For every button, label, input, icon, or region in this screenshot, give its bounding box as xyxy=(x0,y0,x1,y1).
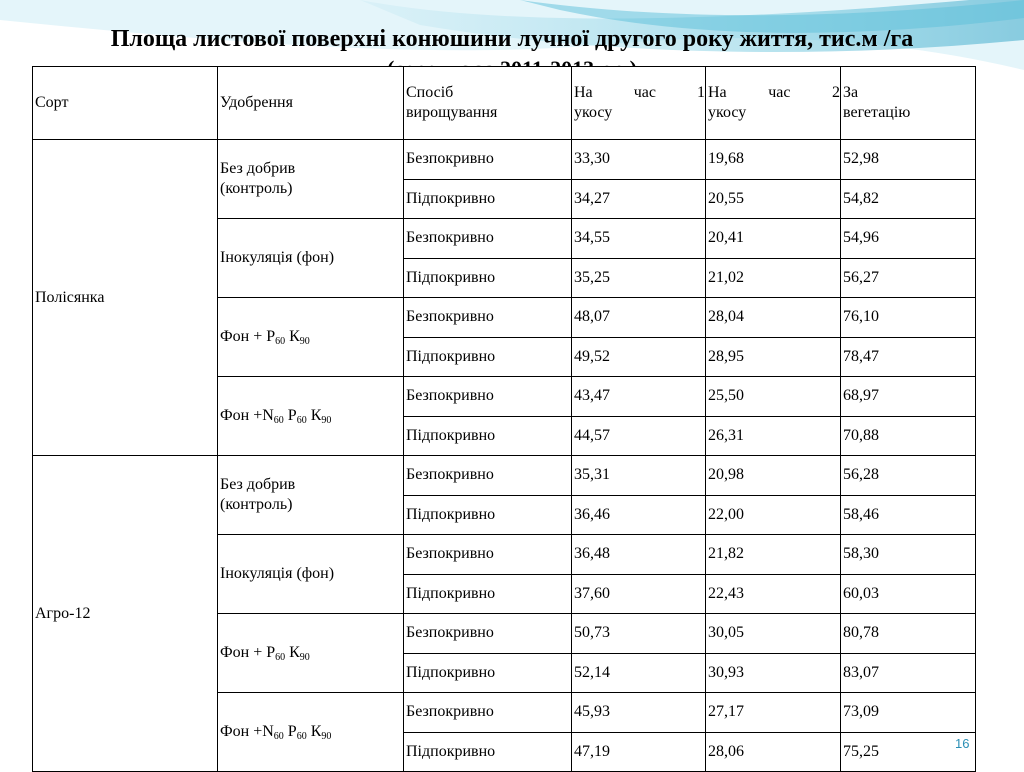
method-cell: Безпокривно xyxy=(404,614,572,654)
method-cell: Підпокривно xyxy=(404,337,572,377)
cut1-value-cell: 52,14 xyxy=(572,653,706,693)
cut1-value-cell: 37,60 xyxy=(572,574,706,614)
fertilizer-formula-part: Фон + Р xyxy=(220,328,276,345)
fertilizer-formula-part: 90 xyxy=(321,415,332,426)
cut1-value-cell: 45,93 xyxy=(572,693,706,733)
table-row xyxy=(33,456,976,496)
fertilizer-cell xyxy=(218,535,404,614)
cut2-value-cell: 21,82 xyxy=(706,535,841,575)
cut2-value-cell: 26,31 xyxy=(706,416,841,456)
cut2-value-cell: 30,93 xyxy=(706,653,841,693)
fertilizer-formula-part: К xyxy=(285,328,300,345)
page-number: 16 xyxy=(955,736,970,751)
vegetation-value-cell: 58,46 xyxy=(841,495,976,535)
header-cut2-line2: укосу xyxy=(708,104,747,121)
header-method-line1: Спосіб xyxy=(406,84,454,101)
fertilizer-formula-part: К xyxy=(306,723,322,740)
fertilizer-formula-part: Р xyxy=(283,723,297,740)
fertilizer-line2: (контроль) xyxy=(220,180,293,197)
cut2-value-cell: 28,04 xyxy=(706,298,841,338)
fertilizer-formula-part: Р xyxy=(283,407,297,424)
fertilizer-cell xyxy=(218,140,404,219)
cut1-value-cell: 50,73 xyxy=(572,614,706,654)
cut1-value-cell: 35,31 xyxy=(572,456,706,496)
header-veg-line2: вегетацію xyxy=(843,104,911,121)
header-cut1 xyxy=(572,67,706,140)
cut2-value-cell: 22,00 xyxy=(706,495,841,535)
variety-cell: Агро-12 xyxy=(33,456,218,772)
header-sort: Сорт xyxy=(33,67,218,140)
vegetation-value-cell: 52,98 xyxy=(841,140,976,180)
fertilizer-cell xyxy=(218,377,404,456)
method-cell: Безпокривно xyxy=(404,456,572,496)
vegetation-value-cell: 73,09 xyxy=(841,693,976,733)
vegetation-value-cell: 68,97 xyxy=(841,377,976,417)
header-vegetation xyxy=(841,67,976,140)
cut2-value-cell: 20,98 xyxy=(706,456,841,496)
header-fertilizer: Удобрення xyxy=(218,67,404,140)
method-cell: Підпокривно xyxy=(404,732,572,772)
leaf-area-table xyxy=(32,66,976,772)
fertilizer-cell xyxy=(218,693,404,772)
vegetation-value-cell: 76,10 xyxy=(841,298,976,338)
cut1-value-cell: 36,46 xyxy=(572,495,706,535)
cut2-value-cell: 20,41 xyxy=(706,219,841,259)
cut1-value-cell: 49,52 xyxy=(572,337,706,377)
vegetation-value-cell: 54,82 xyxy=(841,179,976,219)
vegetation-value-cell: 75,25 xyxy=(841,732,976,772)
fertilizer-formula-part: 90 xyxy=(321,731,332,742)
method-cell: Безпокривно xyxy=(404,693,572,733)
cut2-value-cell: 21,02 xyxy=(706,258,841,298)
cut2-value-cell: 20,55 xyxy=(706,179,841,219)
fertilizer-label: Інокуляція (фон) xyxy=(220,249,335,266)
fertilizer-formula-part: 60 xyxy=(275,336,286,347)
variety-cell: Полісянка xyxy=(33,140,218,456)
header-cut2-word1: На xyxy=(708,84,727,101)
header-cut1-line2: укосу xyxy=(574,104,613,121)
method-cell: Підпокривно xyxy=(404,179,572,219)
vegetation-value-cell: 56,28 xyxy=(841,456,976,496)
fertilizer-cell xyxy=(218,298,404,377)
method-cell: Безпокривно xyxy=(404,377,572,417)
table-header-row xyxy=(33,67,976,140)
cut1-value-cell: 33,30 xyxy=(572,140,706,180)
cut1-value-cell: 48,07 xyxy=(572,298,706,338)
vegetation-value-cell: 60,03 xyxy=(841,574,976,614)
header-cut1-word1: На xyxy=(574,84,593,101)
fertilizer-formula-part: Фон +N xyxy=(220,723,274,740)
vegetation-value-cell: 78,47 xyxy=(841,337,976,377)
fertilizer-cell xyxy=(218,614,404,693)
method-cell: Підпокривно xyxy=(404,495,572,535)
vegetation-value-cell: 80,78 xyxy=(841,614,976,654)
fertilizer-formula-part: 60 xyxy=(273,415,284,426)
method-cell: Підпокривно xyxy=(404,653,572,693)
method-cell: Підпокривно xyxy=(404,258,572,298)
method-cell: Підпокривно xyxy=(404,416,572,456)
fertilizer-formula-part: К xyxy=(285,644,300,661)
fertilizer-cell xyxy=(218,219,404,298)
fertilizer-cell xyxy=(218,456,404,535)
header-cut1-word2: час xyxy=(633,84,656,101)
vegetation-value-cell: 83,07 xyxy=(841,653,976,693)
fertilizer-formula-part: 90 xyxy=(299,652,310,663)
header-veg-line1: За xyxy=(843,84,859,101)
fertilizer-formula-part: Фон +N xyxy=(220,407,274,424)
method-cell: Безпокривно xyxy=(404,140,572,180)
method-cell: Безпокривно xyxy=(404,535,572,575)
fertilizer-formula-part: К xyxy=(306,407,322,424)
vegetation-value-cell: 70,88 xyxy=(841,416,976,456)
header-cut2-word3: 2 xyxy=(832,84,840,101)
cut1-value-cell: 34,55 xyxy=(572,219,706,259)
header-method xyxy=(404,67,572,140)
fertilizer-line1: Без добрив xyxy=(220,476,296,493)
cut2-value-cell: 19,68 xyxy=(706,140,841,180)
cut2-value-cell: 27,17 xyxy=(706,693,841,733)
fertilizer-formula-part: 60 xyxy=(275,652,286,663)
cut2-value-cell: 30,05 xyxy=(706,614,841,654)
header-method-line2: вирощування xyxy=(406,104,498,121)
cut1-value-cell: 35,25 xyxy=(572,258,706,298)
cut1-value-cell: 44,57 xyxy=(572,416,706,456)
table-row xyxy=(33,140,976,180)
slide-title: Площа листової поверхні конюшини лучної другого року життя, тис.м /га xyxy=(110,26,914,52)
cut2-value-cell: 25,50 xyxy=(706,377,841,417)
header-cut2-word2: час xyxy=(768,84,791,101)
vegetation-value-cell: 56,27 xyxy=(841,258,976,298)
fertilizer-formula-part: Фон + Р xyxy=(220,644,276,661)
cut1-value-cell: 43,47 xyxy=(572,377,706,417)
fertilizer-formula-part: 60 xyxy=(296,731,307,742)
vegetation-value-cell: 58,30 xyxy=(841,535,976,575)
header-cut2 xyxy=(706,67,841,140)
cut1-value-cell: 36,48 xyxy=(572,535,706,575)
cut2-value-cell: 28,06 xyxy=(706,732,841,772)
fertilizer-line2: (контроль) xyxy=(220,496,293,513)
method-cell: Безпокривно xyxy=(404,298,572,338)
vegetation-value-cell: 54,96 xyxy=(841,219,976,259)
cut2-value-cell: 22,43 xyxy=(706,574,841,614)
method-cell: Безпокривно xyxy=(404,219,572,259)
cut1-value-cell: 47,19 xyxy=(572,732,706,772)
cut1-value-cell: 34,27 xyxy=(572,179,706,219)
fertilizer-line1: Без добрив xyxy=(220,160,296,177)
fertilizer-formula-part: 60 xyxy=(296,415,307,426)
fertilizer-formula-part: 90 xyxy=(299,336,310,347)
fertilizer-formula-part: 60 xyxy=(273,731,284,742)
cut2-value-cell: 28,95 xyxy=(706,337,841,377)
header-cut1-word3: 1 xyxy=(697,84,705,101)
fertilizer-label: Інокуляція (фон) xyxy=(220,565,335,582)
method-cell: Підпокривно xyxy=(404,574,572,614)
